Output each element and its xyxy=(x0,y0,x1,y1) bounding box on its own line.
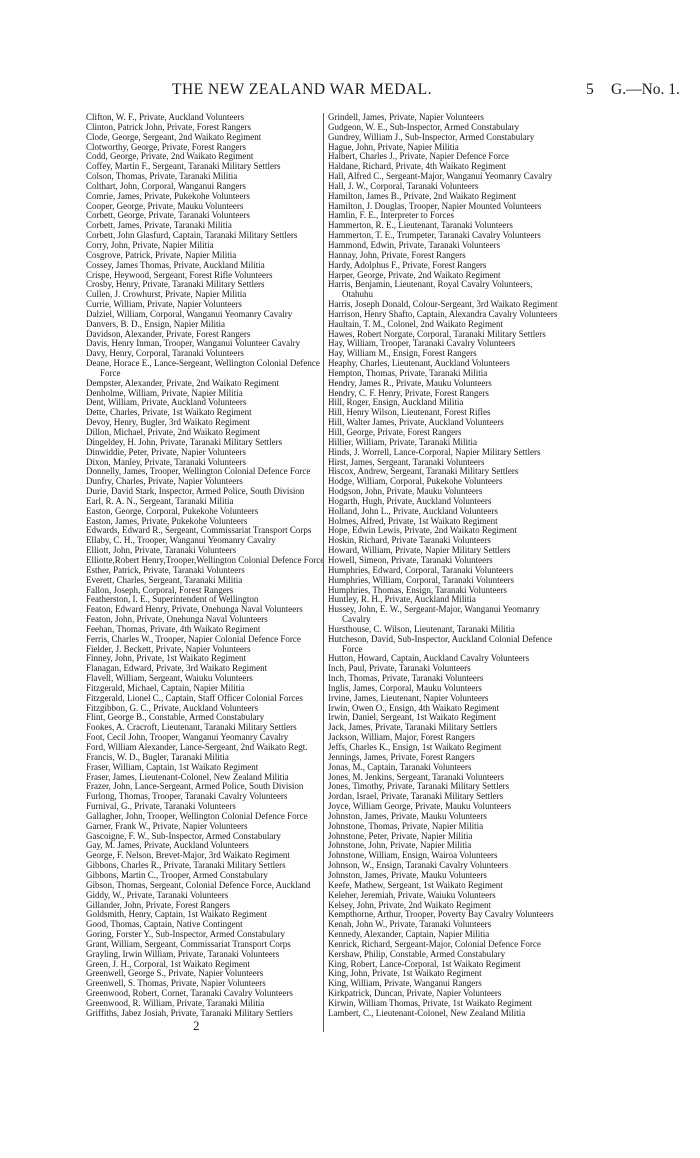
list-item: Hay, William M., Ensign, Forest Rangers xyxy=(328,348,477,359)
list-item: George, F. Nelson, Brevet-Major, 3rd Waikato Regiment xyxy=(86,850,290,861)
list-item: Hendry, James R., Private, Mauku Volunteers xyxy=(328,377,492,388)
list-item: Otahuhu xyxy=(342,289,373,300)
list-item: Hill, George, Private, Forest Rangers xyxy=(328,427,462,437)
list-item: Irwin, Daniel, Sergeant, 1st Waikato Regiment xyxy=(328,712,496,723)
list-item: Greenwell, S. Thomas, Private, Napier Volunteers xyxy=(86,978,266,989)
list-item: Halbert, Charles J., Private, Napier Defence Force xyxy=(328,151,509,162)
list-item: Howard, William, Private, Napier Military Settlers xyxy=(328,545,511,556)
list-item: Hendry, C. F. Henry, Private, Forest Rangers xyxy=(328,387,489,398)
list-item: Finney, John, Private, 1st Waikato Regiment xyxy=(86,653,247,664)
list-item: Dempster, Alexander, Private, 2nd Waikato Regiment xyxy=(86,377,279,388)
list-item: Featon, Edward Henry, Private, Onehunga Naval Volunteers xyxy=(86,604,303,615)
list-item: Good, Thomas, Captain, Native Contingent xyxy=(86,919,243,930)
list-item: Giddy, W., Private, Taranaki Volunteers xyxy=(86,889,229,900)
list-item: Gundrey, William J., Sub-Inspector, Armed Constabulary xyxy=(328,131,535,142)
list-item: Deane, Horace E., Lance-Sergeant, Wellington Colonial Defence xyxy=(86,358,320,369)
list-item: Kelsey, John, Private, 2nd Waikato Regiment xyxy=(328,899,491,910)
list-item: Dent, William, Private, Auckland Volunteers xyxy=(86,397,247,408)
list-item: Fraser, William, Captain, 1st Waikato Regiment xyxy=(86,761,259,772)
list-item: Corbett, John Glasfurd, Captain, Taranaki Military Settlers xyxy=(86,230,298,241)
list-item: Hardy, Adolphus F., Private, Forest Rangers xyxy=(328,259,487,270)
list-item: Johnston, James, Private, Mauku Volunteers xyxy=(328,810,487,821)
list-item: Devoy, Henry, Bugler, 3rd Waikato Regiment xyxy=(86,417,251,428)
list-item: Johnstone, Peter, Private, Napier Militia xyxy=(328,830,473,841)
list-item: Dinwiddie, Peter, Private, Napier Volunteers xyxy=(86,446,247,457)
list-item: Kenrick, Richard, Sergeant-Major, Colonial Defence Force xyxy=(328,938,541,949)
footer-page-number: 2 xyxy=(193,1018,200,1033)
list-item: Griffiths, Jabez Josiah, Private, Taranaki Military Settlers xyxy=(86,1007,293,1018)
list-item: Inch, Paul, Private, Taranaki Volunteers xyxy=(328,663,471,674)
list-item: Furnival, G., Private, Taranaki Volunteers xyxy=(86,801,236,812)
list-item: Edwards, Edward R., Sergeant, Commissariat Transport Corps xyxy=(86,525,312,536)
list-item: Crispe, Heywood, Sergeant, Forest Rifle Volunteers xyxy=(86,269,273,280)
list-item: Hamlin, F. E., Interpreter to Forces xyxy=(328,210,454,221)
list-item: Force xyxy=(342,643,363,654)
list-item: King, William, Private, Wanganui Rangers xyxy=(328,978,482,989)
list-item: Kirwin, William Thomas, Private, 1st Waikato Regiment xyxy=(328,997,533,1008)
list-item: Currie, William, Private, Napier Volunteers xyxy=(86,299,242,310)
list-item: Gudgeon, W. E., Sub-Inspector, Armed Constabulary xyxy=(328,121,520,132)
list-item: Jennings, James, Private, Forest Rangers xyxy=(328,751,475,762)
list-item: Esther, Patrick, Private, Taranaki Volunteers xyxy=(86,564,245,575)
list-item: Durie, David Stark, Inspector, Armed Police, South Division xyxy=(86,486,305,497)
list-item: Codd, George, Private, 2nd Waikato Regiment xyxy=(86,151,254,162)
list-item: Davidson, Alexander, Private, Forest Rangers xyxy=(86,328,251,339)
list-item: Easton, James, Private, Pukekohe Volunteers xyxy=(86,515,248,526)
list-item: Clode, George, Sergeant, 2nd Waikato Regiment xyxy=(86,131,262,142)
list-item: Grant, William, Sergeant, Commissariat Transport Corps xyxy=(86,938,291,949)
list-item: Cosgrove, Patrick, Private, Napier Militia xyxy=(86,249,237,260)
list-item: Hoskin, Richard, Private Taranaki Volunteers xyxy=(328,535,491,546)
list-item: Fielder, J. Beckett, Private, Napier Volunteers xyxy=(86,643,251,654)
list-item: Irwin, Owen O., Ensign, 4th Waikato Regiment xyxy=(328,702,500,713)
list-item: Hill, Walter James, Private, Auckland Volunteers xyxy=(328,417,504,428)
list-item: Gascoigne, F. W., Sub-Inspector, Armed Constabulary xyxy=(86,830,281,841)
list-item: Lambert, C., Lieutenant-Colonel, New Zealand Militia xyxy=(328,1007,526,1018)
list-item: Feehan, Thomas, Private, 4th Waikato Regiment xyxy=(86,623,261,634)
list-item: Hursthouse, C. Wilson, Lieutenant, Taranaki Militia xyxy=(328,623,515,634)
list-item: Joyce, William George, Private, Mauku Volunteers xyxy=(328,801,511,812)
list-item: Hodge, William, Corporal, Pukekohe Volunteers xyxy=(328,476,503,487)
list-item: Haultain, T. M., Colonel, 2nd Waikato Regiment xyxy=(328,318,504,329)
left-column xyxy=(86,112,325,1019)
list-item: Frazer, John, Lance-Sergeant, Armed Police, South Division xyxy=(86,781,304,792)
list-item: Corbett, James, Private, Taranaki Militia xyxy=(86,220,232,231)
list-item: Dette, Charles, Private, 1st Waikato Regiment xyxy=(86,407,252,418)
list-item: Greenwood, Robert, Cornet, Taranaki Cavalry Volunteers xyxy=(86,988,293,999)
list-item: Johnstone, William, Ensign, Wairoa Volunteers xyxy=(328,850,498,861)
list-item: Johnston, James, Private, Mauku Volunteers xyxy=(328,869,487,880)
list-item: Holmes, Alfred, Private, 1st Waikato Regiment xyxy=(328,515,498,526)
list-item: Jonas, M., Captain, Taranaki Volunteers xyxy=(328,761,472,772)
list-item: Hutton, Howard, Captain, Auckland Cavalry Volunteers xyxy=(328,653,530,664)
list-item: King, John, Private, 1st Waikato Regiment xyxy=(328,968,482,979)
list-item: Ellaby, C. H., Trooper, Wanganui Yeomanry Cavalry xyxy=(86,535,276,546)
list-item: Fitzgibbon, G. C., Private, Auckland Volunteers xyxy=(86,702,259,713)
list-item: Irvine, James, Lieutenant, Napier Volunteers xyxy=(328,692,489,703)
list-item: Hope, Edwin Lewis, Private, 2nd Waikato Regiment xyxy=(328,525,517,536)
list-item: Goldsmith, Henry, Captain, 1st Waikato Regiment xyxy=(86,909,268,920)
list-item: Cooper, George, Private, Mauku Volunteers xyxy=(86,200,244,211)
list-item: Hill, Henry Wilson, Lieutenant, Forest Rifles xyxy=(328,407,491,418)
list-item: Dingeldey, H. John, Private, Taranaki Military Settlers xyxy=(86,436,283,447)
list-item: Davy, Henry, Corporal, Taranaki Volunteers xyxy=(86,348,244,359)
list-item: Harris, Joseph Donald, Colour-Sergeant, 3rd Waikato Regiment xyxy=(328,299,558,310)
list-item: Hague, John, Private, Napier Militia xyxy=(328,141,459,152)
list-item: Humphries, William, Corporal, Taranaki Volunteers xyxy=(328,574,515,585)
list-item: Danvers, B. D., Ensign, Napier Militia xyxy=(86,318,225,329)
list-item: Inglis, James, Corporal, Mauku Volunteers xyxy=(328,682,482,693)
list-item: Gay, M. James, Private, Auckland Volunteers xyxy=(86,840,249,851)
list-item: Humphries, Edward, Corporal, Taranaki Volunteers xyxy=(328,564,514,575)
list-item: Ford, William Alexander, Lance-Sergeant, 2nd Waikato Regt. xyxy=(86,742,308,752)
list-item: Corbett, George, Private, Taranaki Volunteers xyxy=(86,210,250,221)
list-item: Jeffs, Charles K., Ensign, 1st Waikato Regiment xyxy=(328,742,502,752)
list-item: Hinds, J. Worrell, Lance-Corporal, Napier Military Settlers xyxy=(328,446,541,457)
list-item: Jackson, William, Major, Forest Rangers xyxy=(328,732,475,743)
list-item: Coffey, Martin F., Sergeant, Taranaki Military Settlers xyxy=(86,161,281,172)
list-item: Crosby, Henry, Private, Taranaki Military Settlers xyxy=(86,279,265,290)
list-item: Kempthorne, Arthur, Trooper, Poverty Bay Cavalry Volunteers xyxy=(328,909,554,920)
list-item: Cullen, J. Crowhurst, Private, Napier Militia xyxy=(86,289,247,300)
list-item: Hammerton, T. E., Trumpeter, Taranaki Cavalry Volunteers xyxy=(328,230,541,241)
list-item: Keefe, Mathew, Sergeant, 1st Waikato Regiment xyxy=(328,879,503,890)
right-column xyxy=(323,113,575,1032)
list-item: Gibson, Thomas, Sergeant, Colonial Defence Force, Auckland xyxy=(86,879,311,890)
list-item: Kershaw, Philip, Constable, Armed Constabulary xyxy=(328,948,506,959)
list-item: Hammerton, R. E., Lieutenant, Taranaki Volunteers xyxy=(328,220,513,231)
list-item: Hamilton, James B., Private, 2nd Waikato Regiment xyxy=(328,190,517,201)
list-item: Hall, Alfred C., Sergeant-Major, Wanganui Yeomanry Cavalry xyxy=(328,171,553,182)
list-item: Grayling, Irwin William, Private, Taranaki Volunteers xyxy=(86,948,280,959)
list-item: Grindell, James, Private, Napier Volunteers xyxy=(328,112,484,122)
list-item: Harper, George, Private, 2nd Waikato Regiment xyxy=(328,269,501,280)
list-item: Hussey, John, E. W., Sergeant-Major, Wanganui Yeomanry xyxy=(328,604,540,615)
list-item: Donnelly, James, Trooper, Wellington Colonial Defence Force xyxy=(86,466,311,477)
list-item: Hawes, Robert Norgate, Corporal, Taranaki Military Settlers xyxy=(328,328,546,339)
list-item: Gibbons, Charles R., Private, Taranaki Military Settlers xyxy=(86,860,286,871)
list-item: Denholme, William, Private, Napier Militia xyxy=(86,387,243,398)
list-item: Colson, Thomas, Private, Taranaki Militia xyxy=(86,171,238,182)
list-item: Johnstone, John, Private, Napier Militia xyxy=(328,840,472,851)
list-item: Hamilton, J. Douglas, Trooper, Napier Mounted Volunteers xyxy=(328,200,542,211)
list-item: Hiscox, Andrew, Sergeant, Taranaki Military Settlers xyxy=(328,466,519,477)
list-item: Kennedy, Alexander, Captain, Napier Militia xyxy=(328,929,490,940)
list-item: Elliotte,Robert Henry,Trooper,Wellington Colonial Defence Force xyxy=(86,554,325,565)
list-item: Hodgson, John, Private, Mauku Volunteers xyxy=(328,486,483,497)
list-item: Fraser, James, Lieutenant-Colonel, New Zealand Militia xyxy=(86,771,289,782)
list-item: Corry, John, Private, Napier Militia xyxy=(86,239,214,250)
list-item: Hall, J. W., Corporal, Taranaki Volunteers xyxy=(328,180,479,191)
list-item: Fookes, A. Cracroft, Lieutenant, Taranaki Military Settlers xyxy=(86,722,297,733)
list-item: Elliott, John, Private, Taranaki Volunteers xyxy=(86,545,237,556)
list-item: Easton, George, Corporal, Pukekohe Volunteers xyxy=(86,505,259,516)
list-item: Davis, Henry Inman, Trooper, Wanganui Volunteer Cavalry xyxy=(86,338,301,349)
list-item: Ferris, Charles W., Trooper, Napier Colonial Defence Force xyxy=(86,633,301,644)
list-item: Goring, Forster Y., Sub-Inspector, Armed Constabulary xyxy=(86,929,285,940)
list-item: Francis, W. D., Bugler, Taranaki Militia xyxy=(86,751,229,762)
list-item: Green, J. H., Corporal, 1st Waikato Regiment xyxy=(86,958,250,969)
list-item: Johnstone, Thomas, Private, Napier Militia xyxy=(328,820,484,831)
list-item: Furlong, Thomas, Trooper, Taranaki Cavalry Volunteers xyxy=(86,791,288,802)
list-item: Hirst, James, Sergeant, Taranaki Volunteers xyxy=(328,456,485,467)
page-title: THE NEW ZEALAND WAR MEDAL. xyxy=(172,81,432,98)
list-item: Flanagan, Edward, Private, 3rd Waikato Regiment xyxy=(86,663,268,674)
list-item: Jordan, Israel, Private, Taranaki Military Settlers xyxy=(328,791,504,802)
list-item: Fitzgerald, Lionel C., Captain, Staff Officer Colonial Forces xyxy=(86,692,303,703)
page-number: 5 xyxy=(586,81,594,98)
list-item: Garner, Frank W., Private, Napier Volunteers xyxy=(86,820,248,831)
list-item: Foot, Cecil John, Trooper, Wanganui Yeomanry Cavalry xyxy=(86,732,289,743)
list-item: Force xyxy=(100,367,121,378)
list-item: Flavell, William, Sergeant, Waiuku Volunteers xyxy=(86,673,253,684)
list-item: Humphries, Thomas, Ensign, Taranaki Volunteers xyxy=(328,584,507,595)
list-item: Comrie, James, Private, Pukekohe Volunteers xyxy=(86,190,250,201)
list-item: Clifton, W. F., Private, Auckland Volunteers xyxy=(86,112,244,122)
list-item: Cossey, James Thomas, Private, Auckland Militia xyxy=(86,259,265,270)
list-item: Hogarth, Hugh, Private, Auckland Volunteers xyxy=(328,495,492,506)
list-item: Greenwell, George S., Private, Napier Volunteers xyxy=(86,968,264,979)
list-item: Dixon, Manley, Private, Taranaki Volunteers xyxy=(86,456,247,467)
list-item: Flint, George B., Constable, Armed Constabulary xyxy=(86,712,265,723)
list-item: Cavalry xyxy=(342,614,371,625)
list-item: Hutcheson, David, Sub-Inspector, Auckland Colonial Defence xyxy=(328,633,553,644)
list-item: Harris, Benjamin, Lieutenant, Royal Cavalry Volunteers, xyxy=(328,279,533,290)
list-item: Huntley, R. H., Private, Auckland Militia xyxy=(328,594,476,605)
list-item: Fitzgerald, Michael, Captain, Napier Militia xyxy=(86,682,245,693)
list-item: Jones, Timothy, Private, Taranaki Military Settlers xyxy=(328,781,510,792)
list-item: Dalziel, William, Corporal, Wanganui Yeomanry Cavalry xyxy=(86,308,293,319)
list-item: Holland, John L., Private, Auckland Volunteers xyxy=(328,505,498,516)
list-item: King, Robert, Lance-Corporal, 1st Waikato Regiment xyxy=(328,958,521,969)
list-item: Dillon, Michael, Private, 2nd Waikato Regiment xyxy=(86,427,261,437)
list-item: Hillier, William, Private, Taranaki Militia xyxy=(328,436,478,447)
list-item: Johnson, W., Ensign, Taranaki Cavalry Volunteers xyxy=(328,860,509,871)
list-item: Hammond, Edwin, Private, Taranaki Volunteers xyxy=(328,239,501,250)
list-item: Gallagher, John, Trooper, Wellington Colonial Defence Force xyxy=(86,810,308,821)
list-item: Dunfry, Charles, Private, Napier Volunteers xyxy=(86,476,243,487)
list-item: Jack, James, Private, Taranaki Military Settlers xyxy=(328,722,498,733)
list-item: Heaphy, Charles, Lieutenant, Auckland Volunteers xyxy=(328,358,510,369)
list-item: Fallon, Joseph, Corporal, Forest Rangers xyxy=(86,584,234,595)
list-item: Jones, M. Jenkins, Sergeant, Taranaki Volunteers xyxy=(328,771,504,782)
list-item: Harrison, Henry Shafto, Captain, Alexandra Cavalry Volunteers xyxy=(328,308,558,319)
list-item: Haldane, Richard, Private, 4th Waikato Regiment xyxy=(328,161,507,172)
list-item: Earl, R. A. N., Sergeant, Taranaki Militia xyxy=(86,495,234,506)
list-item: Clinton, Patrick John, Private, Forest Rangers xyxy=(86,121,251,132)
list-item: Colthart, John, Corporal, Wanganui Rangers xyxy=(86,180,246,191)
document-reference: G.—No. 1. xyxy=(611,81,680,98)
list-item: Hannay, John, Private, Forest Rangers xyxy=(328,249,466,260)
list-item: Clotworthy, George, Private, Forest Rangers xyxy=(86,141,246,152)
list-item: Hay, William, Trooper, Taranaki Cavalry Volunteers xyxy=(328,338,516,349)
list-item: Kenah, John W., Private, Taranaki Volunteers xyxy=(328,919,492,930)
list-item: Hill, Roger, Ensign, Auckland Militia xyxy=(328,397,464,408)
list-item: Greenwood, R. William, Private, Taranaki Militia xyxy=(86,997,265,1008)
list-item: Gibbons, Martin C., Trooper, Armed Constabulary xyxy=(86,869,268,880)
list-item: Featon, John, Private, Onehunga Naval Volunteers xyxy=(86,614,268,625)
list-item: Kirkpatrick, Duncan, Private, Napier Volunteers xyxy=(328,988,502,999)
list-item: Featherston, I. E., Superintendent of Wellington xyxy=(86,594,259,605)
list-item: Howell, Simeon, Private, Taranaki Volunteers xyxy=(328,554,493,565)
list-item: Hempton, Thomas, Private, Taranaki Militia xyxy=(328,367,488,378)
list-item: Everett, Charles, Sergeant, Taranaki Militia xyxy=(86,574,243,585)
list-item: Keleher, Jeremiah, Private, Waiuku Volunteers xyxy=(328,889,496,900)
list-item: Inch, Thomas, Private, Taranaki Volunteers xyxy=(328,673,484,684)
list-item: Gillander, John, Private, Forest Rangers xyxy=(86,899,230,910)
